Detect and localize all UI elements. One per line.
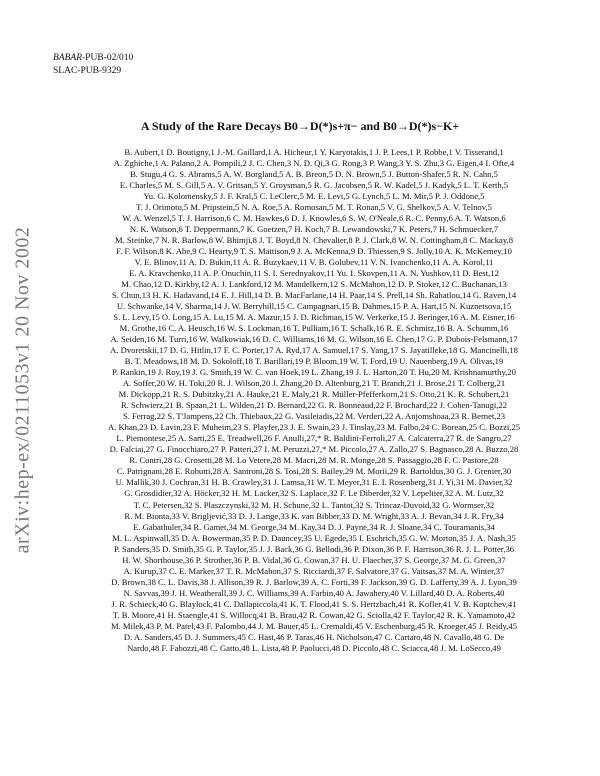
author-line: W. A. Wenzel,5 T. J. Harrison,6 C. M. Hawkes,6 D. J. Knowles,6 S. W. O'Neale,6 R. C. Penny,6 A. T. Watson,6 <box>122 213 506 224</box>
author-line: B. T. Meadows,18 M. D. Sokoloff,18 T. Barillari,19 P. Bloom,19 W. T. Ford,19 U. Nauenberg,19 A. Olivas,19 <box>124 356 504 367</box>
author-line: M. L. Aspinwall,35 D. A. Bowerman,35 P. D. Dauncey,35 U. Egede,35 I. Eschrich,35 G. W. Morton,35 J. A. Nash,35 <box>112 532 516 543</box>
author-line: U. Mallik,30 J. Cochran,31 H. B. Crawley,31 J. Lamsa,31 W. T. Meyer,31 E. I. Rosenberg,31 J. Yi,31 M. Davier,32 <box>115 477 513 488</box>
author-line: B. Aubert,1 D. Boutigny,1 J.-M. Gaillard,1 A. Hicheur,1 Y. Karyotakis,1 J. P. Lees,1 P. Robbe,1 V. Tisserand,1 <box>124 147 504 157</box>
author-line: D. A. Sanders,45 D. J. Summers,45 C. Hast,46 P. Taras,46 H. Nicholson,47 C. Cartaro,48 N. Cavallo,48 G. De <box>123 631 505 642</box>
author-line: V. E. Blinov,11 A. D. Bukin,11 A. R. Buzykaev,11 V. B. Golubev,11 V. N. Ivanchenko,11 A. A. Korol,11 <box>134 257 494 268</box>
author-line: Nardo,48 F. Fabozzi,48 C. Gatto,48 L. Lista,48 P. Paolucci,48 D. Piccolo,48 C. Sciacca,48 J. M. LoSecco,49 <box>127 642 501 653</box>
author-line: P. Rankin,19 J. Roy,19 J. G. Smith,19 W. C. van Hoek,19 L. Zhang,19 J. L. Harton,20 T. Hu,20 M. Krishnamurthy,20 <box>112 367 516 378</box>
author-line: S. Chun,13 H. K. Hadavand,14 E. J. Hill,14 D. B. MacFarlane,14 H. Paar,14 S. Prell,14 Sh. Rahatlou,14 G. Raven,14 <box>111 290 517 301</box>
author-line: T. J. Orimoto,5 M. Pripstein,5 N. A. Roe,5 A. Romosan,5 M. T. Ronan,5 V. G. Shelkov,5 A. V. Telnov,5 <box>136 202 492 213</box>
author-line: A. Zghiche,1 A. Palano,2 A. Pompili,2 J. C. Chen,3 N. D. Qi,3 G. Rong,3 P. Wang,3 Y. S. Zhu,3 G. Eigen,4 I. Ofte,4 <box>113 158 515 169</box>
author-line: L. Piemontese,25 A. Sarti,25 E. Treadwell,26 F. Anulli,27,* R. Baldini-Ferroli,27 A. Calcaterra,27 R. de Sangro,27 <box>116 433 512 444</box>
author-line: M. Milek,43 P. M. Patel,43 F. Palombo,44 J. M. Bauer,45 L. Cremaldi,45 V. Eschenburg,45 R. Kroeger,45 J. Reidy,45 <box>110 620 517 631</box>
author-line: A. Kurup,37 C. E. Marker,37 T. R. McMahon,37 S. Ricciardi,37 F. Salvatore,37 G. Vaitsas,37 M. A. Winter,37 <box>123 565 505 576</box>
author-line: F. F. Wilson,8 K. Abe,9 C. Hearty,9 T. S. Mattison,9 J. A. McKenna,9 D. Thiessen,9 S. Jolly,10 A. K. McKemey,10 <box>116 246 512 257</box>
author-line: T. B. Moore,41 H. Staengle,41 S. Willocq,41 B. Brau,42 R. Cowan,42 G. Sciolla,42 F. Taylor,42 R. K. Yamamoto,42 <box>112 609 516 620</box>
slac-pub-number: SLAC-PUB-9329 <box>53 66 122 76</box>
report-numbers <box>53 52 133 78</box>
author-line: A. Soffer,20 W. H. Toki,20 R. J. Wilson,20 J. Zhang,20 D. Altenburg,21 T. Brandt,21 J. Brose,21 T. Colberg,21 <box>122 378 506 389</box>
author-line: J. R. Schieck,40 G. Blaylock,41 C. Dallapiccola,41 K. T. Flood,41 S. S. Hertzbach,41 R. Kofler,41 V. B. Koptchev,41 <box>111 598 517 609</box>
author-line: Yu. G. Kolomensky,5 J. F. Kral,5 C. LeClerc,5 M. E. Levi,5 G. Lynch,5 L. M. Mir,5 P. J. Oddone,5 <box>143 191 485 202</box>
arxiv-identifier: arXiv:hep-ex/0211053v1 20 Nov 2002 <box>11 226 34 554</box>
arxiv-sidebar-stamp <box>6 150 40 630</box>
author-line: E. A. Kravchenko,11 A. P. Onuchin,11 S. I. Serednyakov,11 Yu. I. Skovpen,11 A. N. Yushkov,11 D. Best,12 <box>129 268 499 279</box>
author-line: G. Grosdidier,32 A. Höcker,32 H. M. Lacker,32 S. Laplace,32 F. Le Diberder,32 V. Lepeltier,32 A. M. Lutz,32 <box>124 488 504 499</box>
author-line: A. Dvoretskii,17 D. G. Hitlin,17 F. C. Porter,17 A. Ryd,17 A. Samuel,17 S. Yang,17 S. Jayatilleke,18 G. Mancinelli,18 <box>110 345 518 356</box>
author-line: S. Ferrag,22 S. T'Jampens,22 Ch. Thiebaux,22 G. Vasileiadis,22 M. Verderi,22 A. Anjomshoaa,23 R. Bernet,23 <box>122 411 506 422</box>
author-line: A. Seiden,16 M. Turri,16 W. Walkowiak,16 D. C. Williams,16 M. G. Wilson,16 E. Chen,17 G. P. Dubois-Felsmann,17 <box>110 334 518 345</box>
author-line: M. Dickopp,21 R. S. Dubitzky,21 A. Hauke,21 E. Maly,21 R. Müller-Pfefferkorn,21 S. Otto,21 K. R. Schubert,21 <box>118 389 510 400</box>
author-list <box>52 147 576 654</box>
author-line: D. Brown,38 C. L. Davis,38 J. Allison,39 R. J. Barlow,39 A. C. Forti,39 F. Jackson,39 G. D. Lafferty,39 A. J. Lyon,39 <box>111 576 517 587</box>
author-line: E. Charles,5 M. S. Gill,5 A. V. Gritsan,5 Y. Groysman,5 R. G. Jacobsen,5 R. W. Kadel,5 J. Kadyk,5 L. T. Kerth,5 <box>119 180 509 191</box>
author-line: B. Stugu,4 G. S. Abrams,5 A. W. Borgland,5 A. B. Breon,5 D. N. Brown,5 J. Button-Shafer,5 R. N. Cahn,5 <box>130 169 498 180</box>
author-line: N. K. Watson,6 T. Deppermann,7 K. Goetzen,7 H. Koch,7 B. Lewandowski,7 K. Peters,7 H. Schmuecker,7 <box>129 224 499 235</box>
author-line: C. Patrignani,28 E. Robutti,28 A. Santroni,28 S. Tosi,28 S. Bailey,29 M. Morii,29 R. Bartoldus,30 G. J. Grenier,30 <box>116 466 512 477</box>
paper-title: A Study of the Rare Decays B0→D(*)s+π− and B0→D(*)s−K+ <box>140 119 460 133</box>
author-line: P. Sanders,35 D. Smith,35 G. P. Taylor,35 J. J. Back,36 G. Bellodi,36 P. Dixon,36 P. F. Harrison,36 R. J. L. Potter,36 <box>113 543 515 554</box>
author-line: R. M. Bionta,33 V. Brigljević,33 D. J. Lange,33 K. van Bibber,33 D. M. Wright,33 A. J. Bevan,34 J. R. Fry,34 <box>124 510 504 521</box>
author-line: H. W. Shorthouse,36 P. Strother,36 P. B. Vidal,36 G. Cowan,37 H. U. Flaecher,37 S. George,37 M. G. Green,37 <box>122 554 506 565</box>
author-line: R. Schwierz,21 B. Spaan,21 L. Wilden,21 D. Bernard,22 G. R. Bonneaud,22 F. Brochard,22 J. Cohen-Tanugi,22 <box>120 400 508 411</box>
author-line: S. L. Levy,15 O. Long,15 A. Lu,15 M. A. Mazur,15 J. D. Richman,15 W. Verkerke,15 J. Beringer,16 A. M. Eisner,16 <box>113 312 515 323</box>
author-line: M. Chao,12 D. Kirkby,12 A. J. Lankford,12 M. Mandelkern,12 S. McMahon,12 D. P. Stoker,12 C. Buchanan,13 <box>121 279 507 290</box>
author-line: A. Khan,23 D. Lavin,23 F. Muheim,23 S. Playfer,23 J. E. Swain,23 J. Tinslay,23 M. Falbo,24 C. Borean,25 C. Bozzi,25 <box>107 422 521 433</box>
author-line: R. Contri,28 G. Crosetti,28 M. Lo Vetere,28 M. Macri,28 M. R. Monge,28 S. Passaggio,28 F. C. Pastore,28 <box>129 455 499 466</box>
author-line: D. Falciai,27 G. Finocchiaro,27 P. Patteri,27 I. M. Peruzzi,27,* M. Piccolo,27 A. Zallo,27 S. Bagnasco,28 A. Buzzo,28 <box>109 444 519 455</box>
author-line: T. C. Petersen,32 S. Plaszczynski,32 M. H. Schune,32 L. Tantot,32 S. Trincaz-Duvoid,32 G. Wormser,32 <box>133 499 495 510</box>
author-line: U. Schwanke,14 V. Sharma,14 J. W. Berryhill,15 C. Campagnari,15 B. Dahmes,15 P. A. Hart,15 N. Kuznetsova,15 <box>116 301 512 312</box>
author-line: E. Gabathuler,34 R. Gamet,34 M. George,34 M. Kay,34 D. J. Payne,34 R. J. Sloane,34 C. Touramanis,34 <box>133 521 495 532</box>
author-line: M. Steinke,7 N. R. Barlow,8 W. Bhimji,8 J. T. Boyd,8 N. Chevalier,8 P. J. Clark,8 W. N. Cottingham,8 C. Mackay,8 <box>114 235 514 246</box>
author-line: N. Savvas,39 J. H. Weatherall,39 J. C. Williams,39 A. Farbin,40 A. Jawahery,40 V. Lillard,40 D. A. Roberts,40 <box>123 587 505 598</box>
author-line: M. Grothe,16 C. A. Heusch,16 W. S. Lockman,16 T. Pulliam,16 T. Schalk,16 R. E. Schmitz,16 B. A. Schumm,16 <box>119 323 509 334</box>
babar-pub-number: BABAR-PUB-02/010 <box>53 53 134 63</box>
